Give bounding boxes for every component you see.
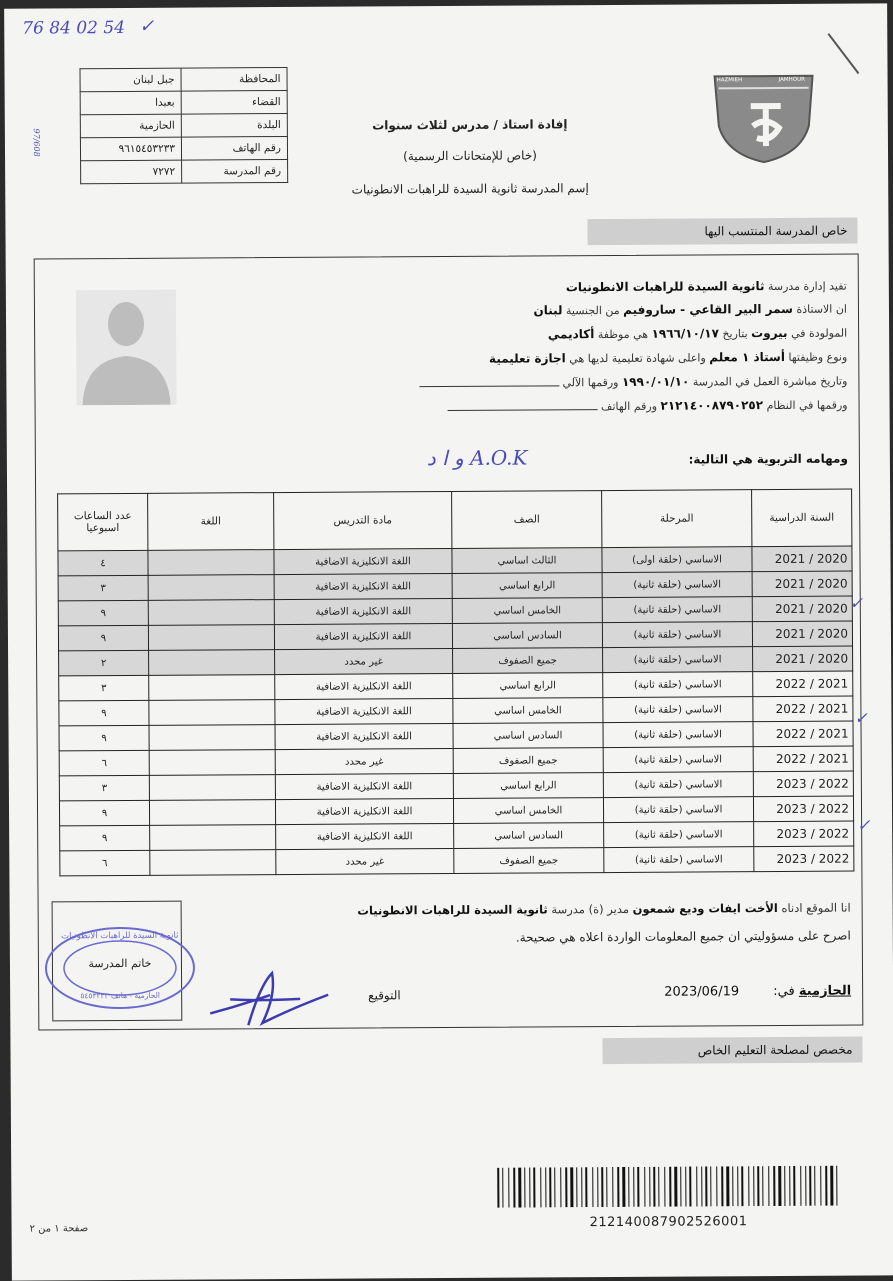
barcode-number: 21214008790252600​1 — [589, 1214, 748, 1231]
table-header-row — [58, 489, 852, 551]
info-row: رقم المدرسة ٧٢٧٢ — [81, 159, 288, 183]
col-subject: مادة التدريس — [274, 491, 452, 549]
birth-date: ١٩٦٦/١٠/١٧ — [651, 326, 719, 341]
barcode-icon — [493, 1166, 843, 1208]
form-title: إفادة استاذ / مدرس لثلاث سنوات — [372, 117, 568, 133]
info-row: المحافظة جبل لبنان — [80, 67, 287, 91]
col-stage: المرحلة — [602, 490, 752, 548]
table-row: 2021 / 2022 الاساسي (حلقة ثانية) جميع الصفوف غير محدد ٦ — [59, 746, 853, 776]
table-row: 2022 / 2023 الاساسي (حلقة ثانية) السادس اساسي اللغة الانكليزية الاضافية ٩ — [60, 821, 854, 851]
sign-date: 2023/06/19 — [664, 984, 740, 1000]
table-row: 2022 / 2023 الاساسي (حلقة ثانية) جميع الصفوف غير محدد ٦ — [60, 846, 854, 876]
school-section-bar: خاص المدرسة المنتسب اليها — [587, 218, 857, 246]
intro-line-5: وتاريخ مباشرة العمل في المدرسة ١٩٩٠/٠١/١٠ ورقمها الآلي — [419, 374, 848, 391]
margin-check-icon: ✓ — [854, 708, 868, 728]
form-subtitle: (خاص للإمتحانات الرسمية) — [403, 148, 537, 164]
table-row: 2020 / 2021 الاساسي (حلقة ثانية) الخامس اساسي اللغة الانكليزية الاضافية ٩ — [58, 596, 852, 626]
table-row: 2021 / 2022 الاساسي (حلقة ثانية) الرابع اساسي اللغة الانكليزية الاضافية ٣ — [59, 671, 853, 701]
handwritten-annotation: و ا د A.O.K — [426, 445, 528, 471]
school-name-header: إسم المدرسة ثانوية السيدة للراهبات الانطونيات — [351, 181, 589, 197]
intro-line-1: تفيد إدارة مدرسة ثانوية السيدة للراهبات الانطونيات — [565, 279, 847, 295]
start-date: ١٩٩٠/٠١/١٠ — [621, 374, 690, 389]
info-table — [79, 67, 288, 184]
system-number: ٢١٢١٤٠٠٨٧٩٠٢٥٢ — [660, 398, 764, 413]
barcode — [493, 1166, 843, 1208]
place-date: الحازمية في: 2023/06/19 — [664, 983, 852, 1000]
col-year: السنة الدراسية — [752, 489, 852, 547]
signature-label: التوقيع — [368, 988, 401, 1003]
handwritten-code: 76 84 02 54 — [22, 17, 126, 39]
side-note: 97/608 — [31, 128, 42, 157]
table-row: 2020 / 2021 الاساسي (حلقة ثانية) الرابع اساسي اللغة الانكليزية الاضافية ٣ — [58, 571, 852, 601]
table-row: 2022 / 2023 الاساسي (حلقة ثانية) الرابع اساسي اللغة الانكليزية الاضافية ٣ — [59, 771, 853, 801]
signature-icon — [200, 965, 340, 1036]
director-name: الأخت ايفات وديع شمعون — [632, 900, 778, 916]
table-row: 2020 / 2021 الاساسي (حلقة ثانية) السادس اساسي اللغة الانكليزية الاضافية ٩ — [58, 621, 852, 651]
teacher-name: سمر البير القاعي - ساروفيم — [623, 301, 793, 317]
page-number: صفحة ١ من ٢ — [29, 1223, 89, 1235]
school-name: ثانوية السيدة للراهبات الانطونيات — [565, 279, 765, 295]
info-row: القضاء بعبدا — [80, 90, 287, 114]
intro-line-2: ان الاستاذة سمر البير القاعي - ساروفيم من الجنسية لبنان — [533, 301, 848, 318]
table-row: 2021 / 2022 الاساسي (حلقة ثانية) الخامس اساسي اللغة الانكليزية الاضافية ٩ — [59, 696, 853, 726]
margin-check-icon: ✓ — [857, 815, 871, 835]
table-row: 2020 / 2021 الاساسي (حلقة اولى) الثالث اساسي اللغة الانكليزية الاضافية ٤ — [58, 546, 852, 576]
school-stamp: ثانوية السيدة للراهبات الانطونيات خاتم المدرسة الحازمية - هاتف ٥٤٥٣٢٣٣ — [40, 923, 201, 1014]
private-education-bar: مخصص لمصلحة التعليم الخاص — [602, 1036, 862, 1064]
col-language: اللغة — [148, 493, 274, 551]
info-row: رقم الهاتف ٩٦١٥٤٥٣٢٣٣ — [80, 136, 287, 160]
check-mark-icon: ✓ — [139, 15, 155, 37]
margin-check-icon: ✓ — [849, 593, 864, 613]
person-silhouette-icon — [76, 290, 177, 406]
school-logo: HAZMIEH JAMHOUR — [708, 66, 819, 167]
table-row: 2021 / 2022 الاساسي (حلقة ثانية) السادس اساسي اللغة الانكليزية الاضافية ٩ — [59, 721, 853, 751]
intro-line-4: ونوع وظيفتها أستاذ ١ معلم واعلى شهادة تعليمية لديها هي اجازة تعليمية — [488, 349, 848, 366]
intro-line-3: المولودة في بيروت بتاريخ ١٩٦٦/١٠/١٧ هي موظفة أكاديمي — [547, 325, 848, 342]
info-row: البلدة الحازمية — [80, 113, 287, 137]
photo-placeholder — [76, 290, 177, 406]
declaration-line-2: اصرح على مسؤوليتي ان جميع المعلومات الواردة اعلاه هي صحيحة. — [515, 928, 851, 945]
tasks-label: ومهامه التربوية هي التالية: — [688, 451, 848, 467]
document-page — [4, 3, 893, 1280]
stamp-label: خاتم المدرسة — [88, 956, 152, 971]
table-row: 2022 / 2023 الاساسي (حلقة ثانية) الخامس اساسي اللغة الانكليزية الاضافية ٩ — [59, 796, 853, 826]
table-row: 2020 / 2021 الاساسي (حلقة ثانية) جميع الصفوف غير محدد ٢ — [59, 646, 853, 676]
staple-mark-icon — [824, 29, 864, 79]
teaching-table — [57, 489, 854, 877]
col-class: الصف — [452, 491, 602, 549]
intro-line-6: ورقمها في النظام ٢١٢١٤٠٠٨٧٩٠٢٥٢ ورقم الهاتف — [447, 398, 847, 414]
col-hours: عدد الساعات اسبوعيا — [58, 493, 148, 551]
declaration-line-1: انا الموقع ادناه الأخت ايفات وديع شمعون مدير (ة) مدرسة ثانوية السيدة للراهبات الانطونيات — [357, 900, 851, 918]
